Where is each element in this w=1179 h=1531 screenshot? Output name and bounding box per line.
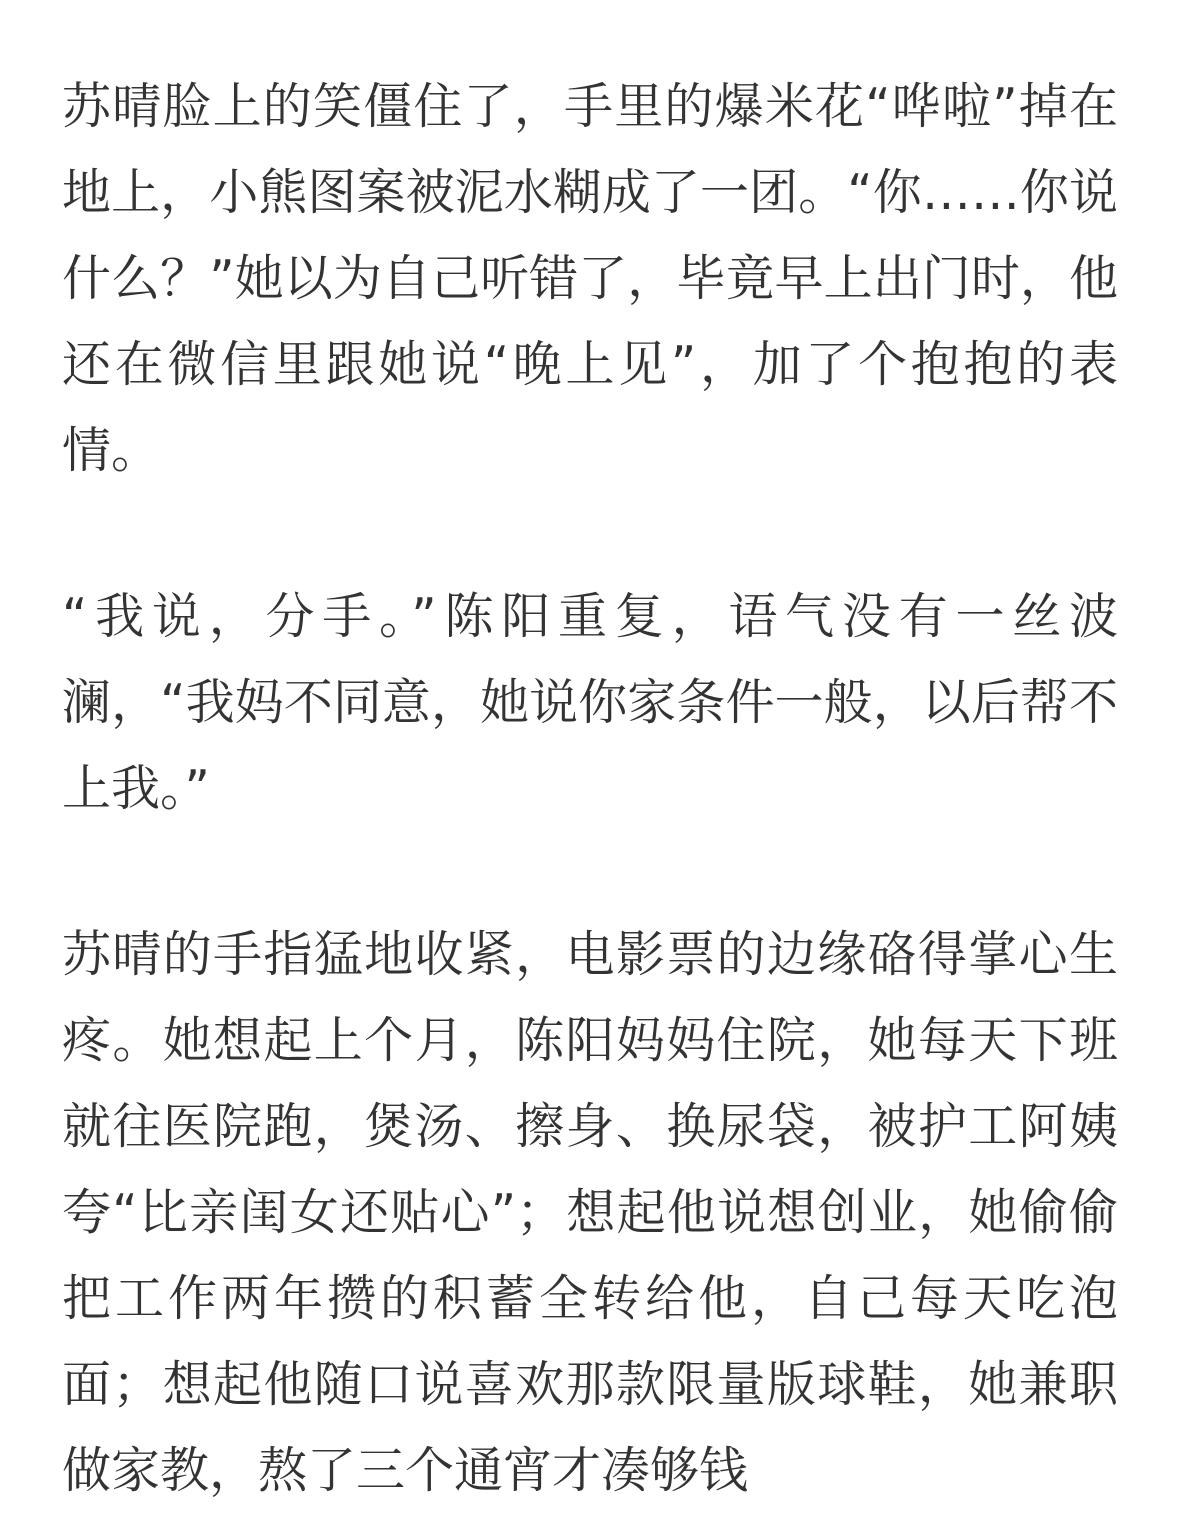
paragraph: 苏晴脸上的笑僵住了，手里的爆米花“哗啦”掉在地上，小熊图案被泥水糊成了一团。“你……你说什么？”她以为自己听错了，毕竟早上出门时，他还在微信里跟她说“晚上见”，加了个抱抱的表情。 [62,78,1118,479]
paragraph: 苏晴的手指猛地收紧，电影票的边缘硌得掌心生疼。她想起上个月，陈阳妈妈住院，她每天下班就往医院跑，煲汤、擦身、换尿袋，被护工阿姨夸“比亲闺女还贴心”；想起他说想创业，她偷偷把工作两年攒的积蓄全转给他，自己每天吃泡面；想起他随口说喜欢那款限量版球鞋，她兼职做家教，熬了三个通宵才凑够钱 [62,926,1118,1499]
paragraph: “我说，分手。”陈阳重复，语气没有一丝波澜，“我妈不同意，她说你家条件一般，以后帮不上我。” [62,588,1118,817]
article-body [62,64,1118,1514]
